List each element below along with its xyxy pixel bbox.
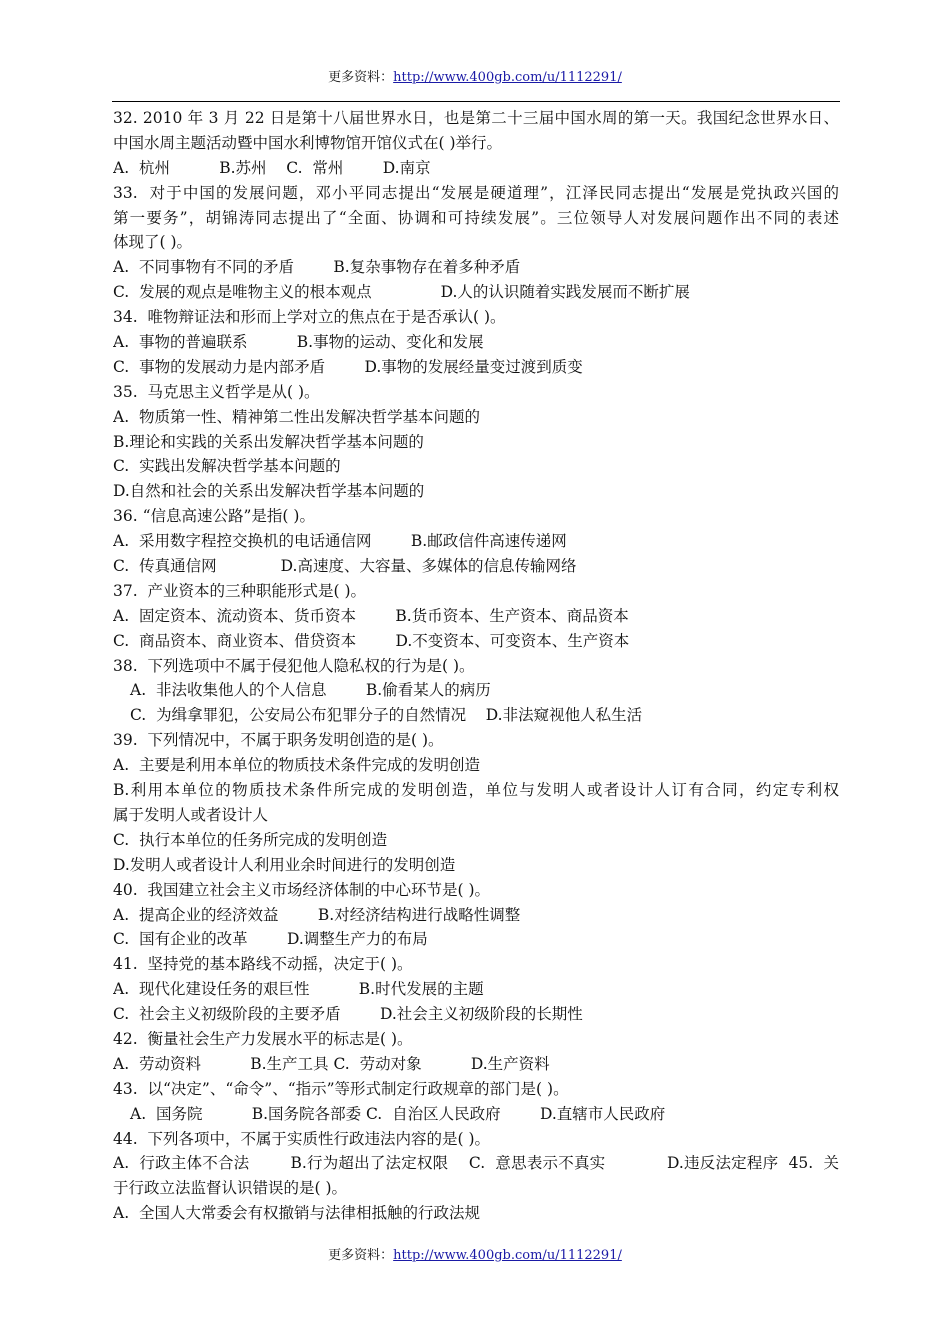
footer-prefix: 更多资料：: [328, 1248, 394, 1263]
text-line: A. 事物的普遍联系 B.事物的运动、变化和发展: [113, 333, 484, 352]
text-line: A. 固定资本、流动资本、货币资本 B.货币资本、生产资本、商品资本: [113, 606, 629, 625]
page-footer: [0, 1248, 950, 1264]
text-line: 43. 以“决定”、“命令”、“指示”等形式制定行政规章的部门是( )。: [113, 1079, 569, 1098]
text-line: 32. 2010 年 3 月 22 日是第十八届世界水日，也是第二十三届中国水周的第一天。我国纪念世界水日、: [113, 109, 839, 127]
text-line: A. 现代化建设任务的艰巨性 B.时代发展的主题: [113, 980, 484, 999]
text-line: C. 社会主义初级阶段的主要矛盾 D.社会主义初级阶段的长期性: [113, 1005, 583, 1024]
text-line: 42. 衡量社会生产力发展水平的标志是( )。: [113, 1029, 413, 1048]
text-line: 属于发明人或者设计人: [113, 805, 269, 824]
text-line: 36. “信息高速公路”是指( )。: [113, 507, 315, 526]
text-line: C. 传真通信网 D.高速度、大容量、多媒体的信息传输网络: [113, 557, 577, 576]
footer-link[interactable]: http://www.400gb.com/u/1112291/: [393, 1248, 622, 1263]
text-line: 38. 下列选项中不属于侵犯他人隐私权的行为是( )。: [113, 656, 475, 675]
header-rule: [112, 101, 840, 102]
text-line: 34. 唯物辩证法和形而上学对立的焦点在于是否承认( )。: [113, 308, 506, 327]
text-line: 35. 马克思主义哲学是从( )。: [113, 382, 320, 401]
text-line: C. 为缉拿罪犯，公安局公布犯罪分子的自然情况 D.非法窥视他人私生活: [130, 706, 643, 725]
text-line: 第一要务”，胡锦涛同志提出了“全面、协调和可持续发展”。三位领导人对发展问题作出不同的表述: [113, 208, 839, 227]
text-line: A. 提高企业的经济效益 B.对经济结构进行战略性调整: [113, 905, 521, 924]
page-header: [0, 70, 950, 86]
text-line: A. 物质第一性、精神第二性出发解决哲学基本问题的: [113, 407, 480, 426]
text-line: C. 发展的观点是唯物主义的根本观点 D.人的认识随着实践发展而不断扩展: [113, 283, 690, 302]
text-line: B.利用本单位的物质技术条件所完成的发明创造，单位与发明人或者设计人订有合同，约定专利权: [113, 781, 839, 800]
text-line: 33. 对于中国的发展问题，邓小平同志提出“发展是硬道理”，江泽民同志提出“发展是党执政兴国的: [113, 183, 839, 202]
text-line: A. 国务院 B.国务院各部委 C. 自治区人民政府 D.直辖市人民政府: [130, 1104, 666, 1123]
text-line: C. 商品资本、商业资本、借贷资本 D.不变资本、可变资本、生产资本: [113, 631, 630, 650]
text-line: B.理论和实践的关系出发解决哲学基本问题的: [113, 432, 424, 451]
text-line: 40. 我国建立社会主义市场经济体制的中心环节是( )。: [113, 880, 491, 899]
text-line: 44. 下列各项中，不属于实质性行政违法内容的是( )。: [113, 1129, 491, 1148]
text-line: A. 非法收集他人的个人信息 B.偷看某人的病历: [130, 681, 491, 700]
text-line: A. 劳动资料 B.生产工具 C. 劳动对象 D.生产资料: [113, 1054, 550, 1073]
header-prefix: 更多资料：: [328, 70, 394, 85]
text-line: A. 全国人大常委会有权撤销与法律相抵触的行政法规: [113, 1204, 480, 1223]
text-line: C. 执行本单位的任务所完成的发明创造: [113, 830, 388, 849]
header-link[interactable]: http://www.400gb.com/u/1112291/: [393, 70, 622, 85]
text-line: A. 采用数字程控交换机的电话通信网 B.邮政信件高速传递网: [113, 532, 567, 551]
text-line: C. 国有企业的改革 D.调整生产力的布局: [113, 930, 428, 949]
text-line: A. 杭州 B.苏州 C. 常州 D.南京: [113, 158, 431, 177]
text-line: 于行政立法监督认识错误的是( )。: [113, 1179, 348, 1198]
text-line: A. 行政主体不合法 B.行为超出了法定权限 C. 意思表示不真实 D.违反法定程序 45. 关: [113, 1154, 839, 1173]
text-line: D.自然和社会的关系出发解决哲学基本问题的: [113, 482, 425, 501]
text-line: 41. 坚持党的基本路线不动摇，决定于( )。: [113, 955, 413, 974]
text-line: A. 主要是利用本单位的物质技术条件完成的发明创造: [113, 756, 480, 775]
text-line: C. 实践出发解决哲学基本问题的: [113, 457, 341, 476]
text-line: 中国水周主题活动暨中国水利博物馆开馆仪式在( )举行。: [113, 133, 503, 152]
text-line: 39. 下列情况中，不属于职务发明创造的是( )。: [113, 731, 444, 750]
text-line: 体现了( )。: [113, 233, 193, 252]
text-line: C. 事物的发展动力是内部矛盾 D.事物的发展经量变过渡到质变: [113, 357, 583, 376]
document-body: [113, 106, 839, 1226]
text-line: D.发明人或者设计人利用业余时间进行的发明创造: [113, 855, 456, 874]
text-line: 37. 产业资本的三种职能形式是( )。: [113, 581, 367, 600]
text-line: A. 不同事物有不同的矛盾 B.复杂事物存在着多种矛盾: [113, 258, 521, 277]
